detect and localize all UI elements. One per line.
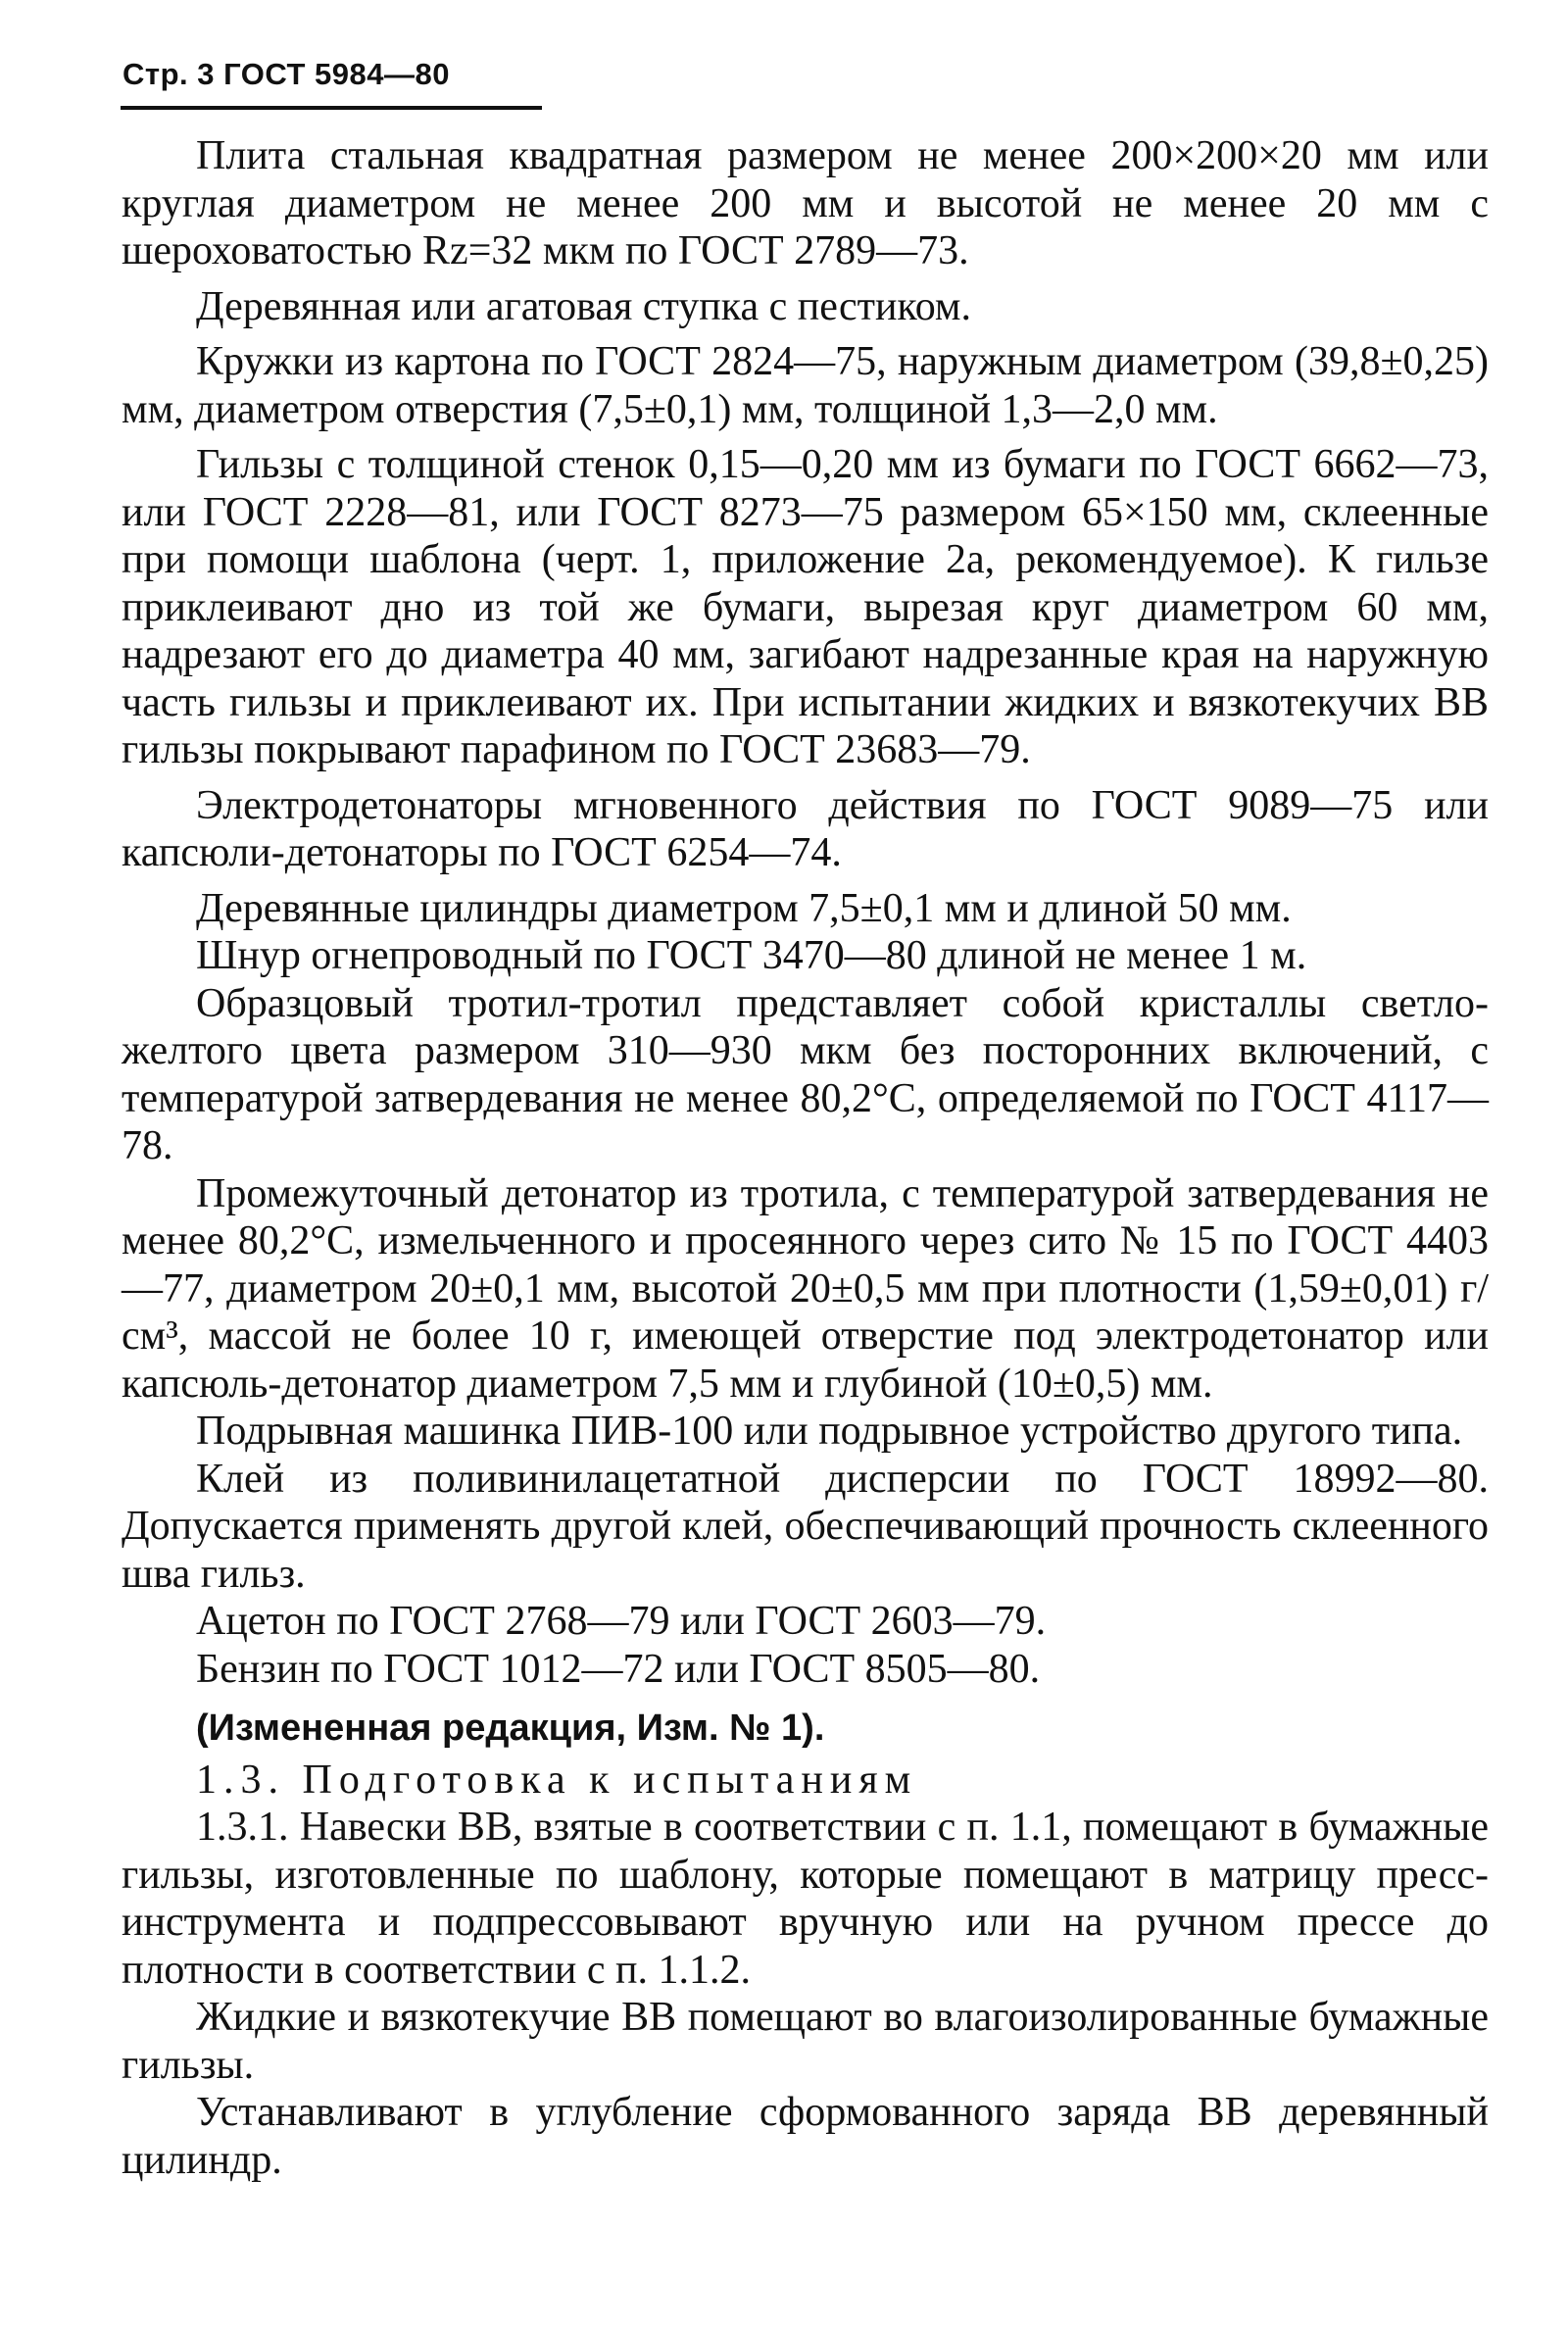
section-heading: 1.3. Подготовка к испытаниям (196, 1757, 918, 1803)
paragraph-wooden-cylinders: Деревянные цилиндры диаметром 7,5±0,1 мм и длиной 50 мм. (196, 885, 1292, 931)
paragraph-acetone: Ацетон по ГОСТ 2768—79 или ГОСТ 2603—79. (196, 1599, 1047, 1644)
paragraph-electric-detonators: Электродетонаторы мгновенного действия по ГОСТ 9089—75 или капсюли-детонаторы по ГОСТ 6254—74. (122, 782, 1489, 875)
paragraph-procedure-2: Жидкие и вязкотекучие ВВ помещают во влагоизолированные бумажные гильзы. (122, 1995, 1489, 2088)
paragraph-reference-tnt: Образцовый тротил-тротил представляет собой кристаллы светло-желтого цвета размером 310—930 мкм без посторонних включений, с температурой затвердевания не менее 80,2°С, определяемой по ГОСТ 4117—78. (122, 980, 1489, 1168)
paragraph-procedure-3: Устанавливают в углубление сформованного заряда ВВ деревянный цилиндр. (122, 2090, 1489, 2183)
amendment-note: (Измененная редакция, Изм. № 1). (196, 1708, 825, 1749)
paragraph-fuse-cord: Шнур огнепроводный по ГОСТ 3470—80 длиной не менее 1 м. (196, 933, 1307, 978)
document-body (122, 132, 1489, 2184)
paragraph-steel-plate: Плита стальная квадратная размером не менее 200×200×20 мм или круглая диаметром не менее 200 мм и высотой не менее 20 мм с шероховатостью Rz=32 мкм по ГОСТ 2789—73. (122, 133, 1489, 273)
paragraph-paper-sleeves: Гильзы с толщиной стенок 0,15—0,20 мм из бумаги по ГОСТ 6662—73, или ГОСТ 2228—81, или ГОСТ 8273—75 размером 65×150 мм, склеенные при помощи шаблона (черт. 1, приложение 2а, рекомендуемое). К гильзе приклеивают дно из той же бумаги, вырезая круг диаметром 60 мм, надрезают его до диаметра 40 мм, загибают надрезанные края на наружную часть гильзы и приклеивают их. При испытании жидких и вязкотекучих ВВ гильзы покрывают парафином по ГОСТ 23683—79. (122, 442, 1489, 772)
header-rule (121, 106, 542, 110)
paragraph-procedure-1: 1.3.1. Навески ВВ, взятые в соответствии с п. 1.1, помещают в бумажные гильзы, изготовленные по шаблону, которые помещают в матрицу пресс-инструмента и подпрессовывают вручную или на ручном прессе до плотности в соответствии с п. 1.1.2. (122, 1805, 1489, 1993)
paragraph-blasting-machine: Подрывная машинка ПИВ-100 или подрывное устройство другого типа. (196, 1409, 1463, 1454)
paragraph-glue: Клей из поливинилацетатной дисперсии по ГОСТ 18992—80. Допускается применять другой клей, обеспечивающий прочность склеенного шва гильз. (122, 1456, 1489, 1597)
paragraph-gasoline: Бензин по ГОСТ 1012—72 или ГОСТ 8505—80. (196, 1646, 1041, 1692)
paragraph-mortar: Деревянная или агатовая ступка с пестиком. (196, 283, 971, 329)
paragraph-cardboard-rings: Кружки из картона по ГОСТ 2824—75, наружным диаметром (39,8±0,25) мм, диаметром отверстия (7,5±0,1) мм, толщиной 1,3—2,0 мм. (122, 339, 1489, 432)
paragraph-intermediate-detonator: Промежуточный детонатор из тротила, с температурой затвердевания не менее 80,2°С, измельченного и просеянного через сито № 15 по ГОСТ 4403—77, диаметром 20±0,1 мм, высотой 20±0,5 мм при плотности (1,59±0,01) г/см³, массой не более 10 г, имеющей отверстие под электродетонатор или капсюль-детонатор диаметром 7,5 мм и глубиной (10±0,5) мм. (122, 1170, 1489, 1407)
page-header: Стр. 3 ГОСТ 5984—80 (122, 57, 450, 91)
